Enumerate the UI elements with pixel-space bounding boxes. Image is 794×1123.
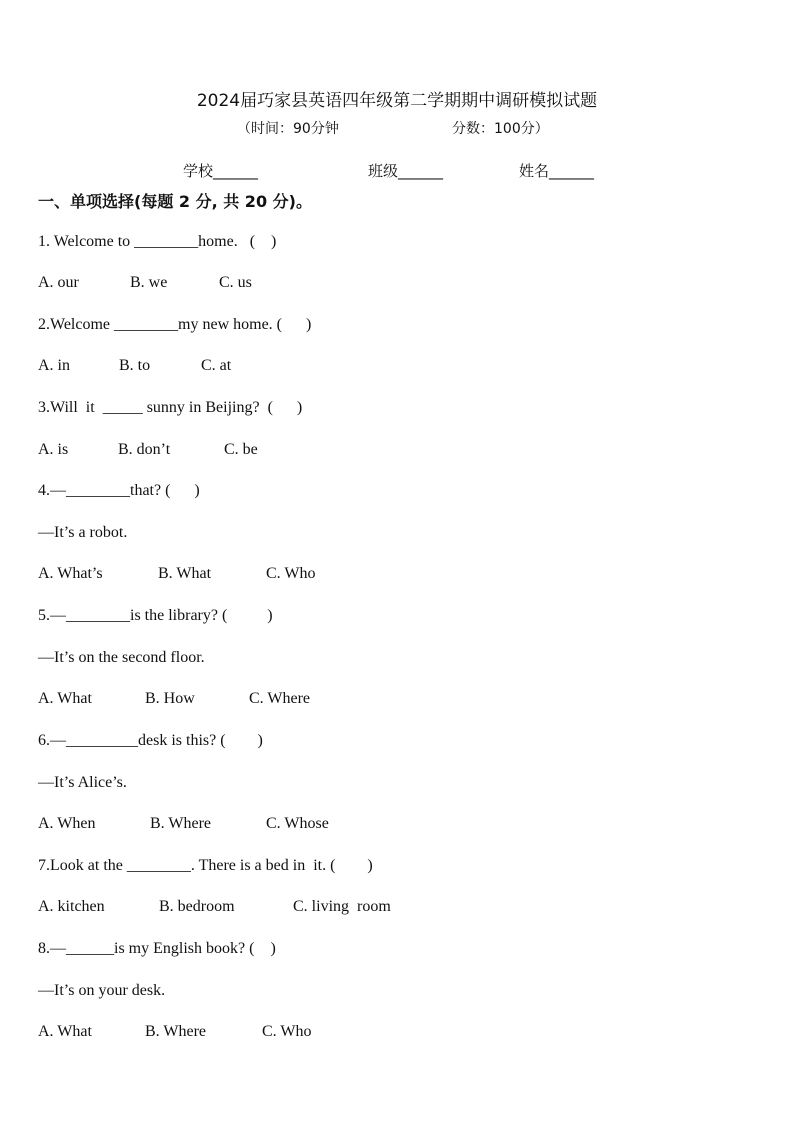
question-4-reply: —It’s a robot. (38, 524, 128, 541)
option-b: B. How (145, 690, 195, 707)
option-b: B. bedroom (159, 898, 235, 915)
option-a: A. What’s (38, 565, 103, 582)
option-c: C. Who (262, 1023, 312, 1040)
option-c: C. Where (249, 690, 311, 707)
question-5-reply: —It’s on the second floor. (38, 649, 205, 666)
option-c: C. living room (293, 898, 391, 915)
option-b: B. What (158, 565, 212, 582)
question-6-reply: —It’s Alice’s. (38, 774, 127, 791)
question-2-stem: 2.Welcome ________my new home. ( ) (38, 316, 312, 333)
question-5-stem: 5.—________is the library? ( ) (38, 607, 273, 624)
option-a: A. our (38, 274, 79, 291)
option-c: C. Who (266, 565, 316, 582)
option-c: C. us (219, 274, 252, 291)
option-a: A. What (38, 1023, 92, 1040)
question-8-reply: —It’s on your desk. (38, 982, 166, 999)
name-field: 姓名______ (519, 162, 595, 180)
question-3-stem: 3.Will it _____ sunny in Beijing? ( ) (38, 399, 303, 416)
option-b: B. Where (145, 1023, 207, 1040)
class-field: 班级______ (368, 162, 444, 180)
page-title: 2024届巧家县英语四年级第二学期期中调研模拟试题 (196, 91, 598, 111)
exam-time: （时间：90分钟 (237, 121, 339, 137)
question-6-stem: 6.—_________desk is this? ( ) (38, 732, 263, 749)
option-b: B. we (130, 274, 168, 291)
option-a: A. kitchen (38, 898, 105, 915)
question-1-stem: 1. Welcome to ________home. ( ) (38, 233, 277, 250)
option-a: A. is (38, 441, 69, 458)
option-b: B. Where (150, 815, 212, 832)
option-c: C. Whose (266, 815, 329, 832)
question-8-stem: 8.—______is my English book? ( ) (38, 940, 276, 957)
question-7-stem: 7.Look at the ________. There is a bed in it. ( ) (38, 857, 373, 874)
option-b: B. to (119, 357, 151, 374)
exam-score: 分数：100分） (452, 121, 549, 137)
option-a: A. in (38, 357, 70, 374)
option-b: B. don’t (118, 441, 171, 458)
option-a: A. When (38, 815, 96, 832)
school-field: 学校______ (183, 162, 259, 180)
option-c: C. be (224, 441, 258, 458)
option-c: C. at (201, 357, 232, 374)
question-4-stem: 4.—________that? ( ) (38, 482, 200, 499)
option-a: A. What (38, 690, 92, 707)
section-title: 一、单项选择(每题 2 分, 共 20 分)。 (38, 192, 312, 211)
